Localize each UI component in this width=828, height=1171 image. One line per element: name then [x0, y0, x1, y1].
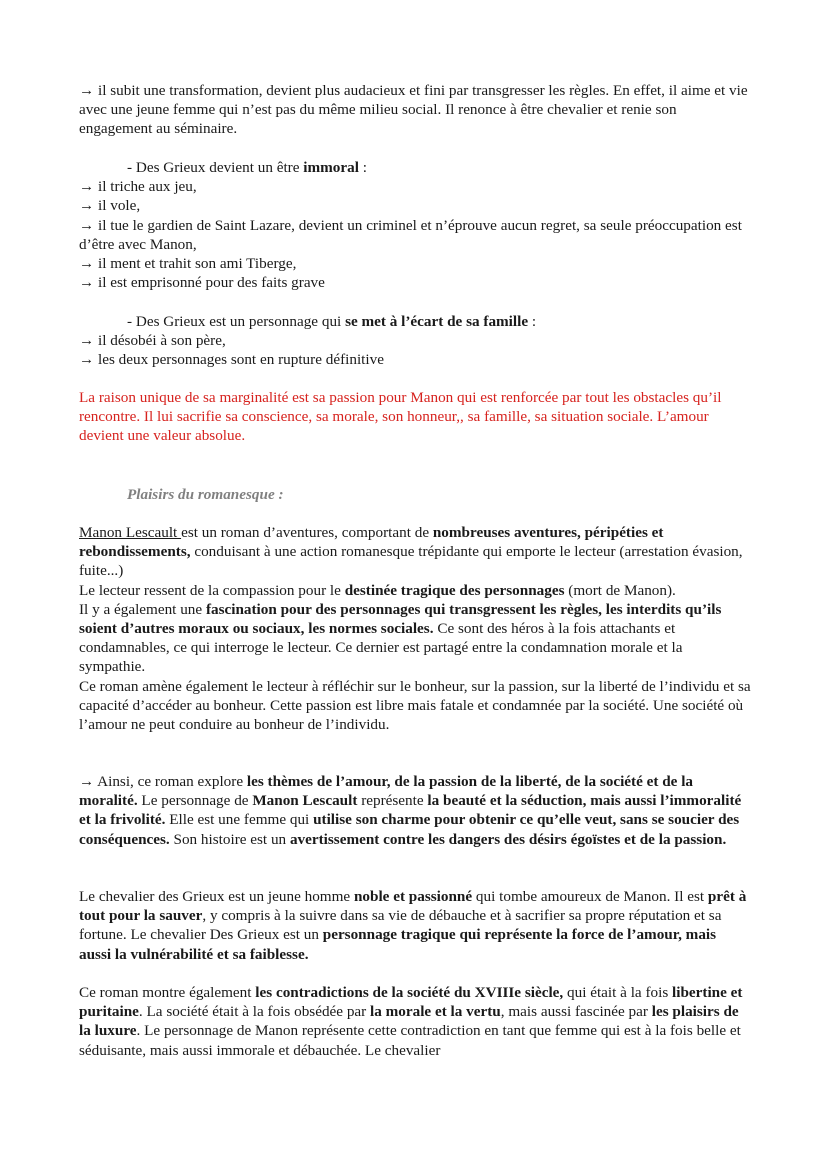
immoral-section [79, 158, 751, 292]
list-item: → il triche aux jeu, [79, 178, 197, 196]
transformation-paragraph: → il subit une transformation, devient plus audacieux et fini par transgresser les règles. En effet, il aime et vie avec une jeune femme qui n’est pas du même milieu social. Il renonce à être chevalier et renie son engagement au séminaire. [79, 82, 748, 138]
conclusion-paragraph: → Ainsi, ce roman explore les thèmes de l’amour, de la passion de la liberté, de la société et de la moralité. Le personnage de Manon Lescault représente la beauté et la séduction, mais aussi l’immoralité et la frivolité. Elle est une femme qui utilise son charme pour obtenir ce qu’elle veut, sans se soucier des conséquences. Son histoire est un avertissement contre les dangers des désirs égoïstes et de la passion. [79, 773, 742, 848]
list-item: → les deux personnages sont en rupture définitive [79, 351, 384, 369]
family-section [79, 312, 751, 370]
fascination-paragraph: Il y a également une fascination pour des personnages qui transgressent les règles, les interdits qu’ils soient d’autres moraux ou sociaux, les normes sociales. Ce sont des héros à la fois attachants et condamnables, ce qui interroge le lecteur. Ce dernier est partagé entre la condamnation morale et la sympathie. [79, 600, 722, 676]
list-item: → il tue le gardien de Saint Lazare, devient un criminel et n’éprouve aucun regret, sa seule préoccupation est d’être avec Manon, [79, 216, 742, 253]
romanesque-section [79, 523, 751, 734]
list-item: → il désobéi à son père, [79, 332, 226, 350]
chevalier-paragraph: Le chevalier des Grieux est un jeune homme noble et passionné qui tombe amoureux de Manon. Il est prêt à tout pour la sauver, y compris à la suivre dans sa vie de débauche et à sacrifier sa propre réputation et sa fortune. Le chevalier Des Grieux est un personnage tragique qui représente la force de l’amour, mais aussi la vulnérabilité et sa faiblesse. [79, 888, 747, 963]
family-intro: - Des Grieux est un personnage qui se met à l’écart de sa famille : [127, 313, 537, 330]
book-title: Manon Lescault [79, 524, 182, 541]
section-heading: Plaisirs du romanesque : [127, 486, 284, 503]
society-paragraph: Ce roman montre également les contradictions de la société du XVIIIe siècle, qui était à la fois libertine et puritaine. La société était à la fois obsédée par la morale et la vertu, mais aussi fascinée par les plaisirs de la luxure. Le personnage de Manon représente cette contradiction en tant que femme qui est à la fois belle et séduisante, mais aussi immorale et débauchée. Le chevalier [79, 984, 743, 1059]
list-item: → il ment et trahit son ami Tiberge, [79, 255, 297, 273]
list-item: → il est emprisonné pour des faits grave [79, 274, 325, 292]
compassion-paragraph: Le lecteur ressent de la compassion pour le destinée tragique des personnages (mort de Manon). [79, 581, 676, 599]
immoral-intro: - Des Grieux devient un être immoral : [127, 159, 367, 176]
roman-paragraph: Manon Lescault est un roman d’aventures, comportant de nombreuses aventures, péripéties et rebondissements, conduisant à une action romanesque trépidante qui emporte le lecteur (arrestation évasion, fuite...) [79, 524, 743, 580]
list-item: → il vole, [79, 197, 141, 215]
happiness-paragraph: Ce roman amène également le lecteur à réfléchir sur le bonheur, sur la passion, sur la liberté de l’individu et sa capacité d’accéder au bonheur. Cette passion est libre mais fatale et condamnée par la société. Une société où l’amour ne peut conduire au bonheur de l’individu. [79, 677, 751, 734]
marginality-paragraph: La raison unique de sa marginalité est sa passion pour Manon qui est renforcée par tout les obstacles qu’il rencontre. Il lui sacrifie sa conscience, sa morale, son honneur,, sa famille, sa situation sociale. L’amour devient une valeur absolue. [79, 389, 722, 445]
